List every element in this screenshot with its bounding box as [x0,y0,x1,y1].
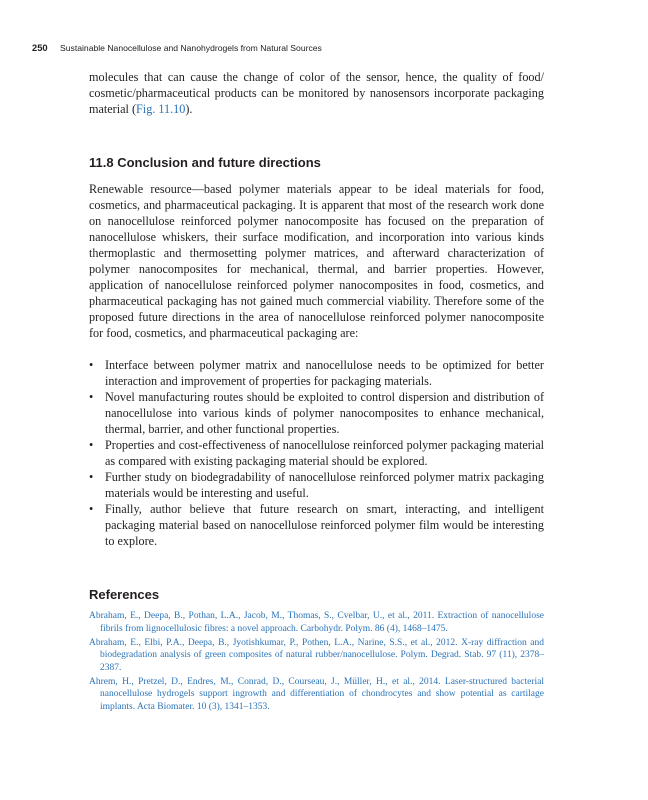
list-item [89,501,544,549]
list-item [89,437,544,469]
list-item-text: Interface between polymer matrix and nanocellulose needs to be optimized for better interaction and improvement of properties for packaging materials. [105,358,544,388]
intro-paragraph: molecules that can cause the change of color of the sensor, hence, the quality of food/ cosmetic/pharmaceutical products can be monitored by nanosensors incorporate packaging material (Fig. 11.10). [89,70,544,116]
references-heading: References [89,587,160,602]
list-item [89,389,544,437]
list-item-text: Novel manufacturing routes should be exploited to control dispersion and distribution of nanocellulose into various kinds of polymer nanocomposites to enhance mechanical, thermal, barrier, and other functional properties. [105,390,544,436]
section-paragraph: Renewable resource—based polymer materials appear to be ideal materials for food, cosmetics, and pharmaceutical packaging. It is apparent that most of the research work done on nanocellulose reinforced polymer nanocomposite has focused on the preparation of nanocellulose whiskers, their surface modification, and incorporation into various kinds thermoplastic and thermosetting polymer matrices, and afterward characterization of polymer nanocomposites for mechanical, thermal, and barrier properties. However, application of nanocellulose reinforced polymer nanocomposites in food, cosmetics, and pharmaceutical packaging has not gained much commercial viability. Therefore some of the proposed future directions in the area of nanocellulose reinforced polymer nanocomposite for food, cosmetics, and pharmaceutical packaging are: [89,182,544,340]
list-item-text: Further study on biodegradability of nanocellulose reinforced polymer matrix packaging materials would be interesting and useful. [105,470,544,500]
bullet-icon: • [89,502,94,516]
future-directions-list [89,357,544,549]
reference-item[interactable]: Ahrem, H., Pretzel, D., Endres, M., Conrad, D., Courseau, J., Müller, H., et al., 2014. Laser-structured bacterial nanocellulose hydrogels support ingrowth and differentiation of chondrocytes and show potential as cartilage implants. Acta Biomater. 10 (3), 1341–1353. [89,676,544,712]
references-list [89,610,544,715]
bullet-icon: • [89,358,94,372]
list-item [89,469,544,501]
page-number: 250 [32,42,48,53]
bullet-icon: • [89,390,94,404]
reference-item[interactable]: Abraham, E., Elbi, P.A., Deepa, B., Jyotishkumar, P., Pothen, L.A., Narine, S.S., et al., 2012. X-ray diffraction and biodegradation analysis of green composites of natural rubber/nanocellulose. Polym. Degrad. Stab. 97 (11), 2378–2387. [89,637,544,673]
bullet-icon: • [89,438,94,452]
list-item-text: Properties and cost-effectiveness of nanocellulose reinforced polymer packaging material as compared with existing packaging material should be explored. [105,438,544,468]
section-heading: 11.8 Conclusion and future directions [89,155,321,170]
list-item [89,357,544,389]
running-header [32,42,322,53]
reference-item[interactable]: Abraham, E., Deepa, B., Pothan, L.A., Jacob, M., Thomas, S., Cvelbar, U., et al., 2011. Extraction of nanocellulose fibrils from lignocellulosic fibres: a novel approach. Carbohydr. Polym. 86 (4), 1468–1475. [89,611,544,634]
figure-link[interactable]: Fig. 11.10 [136,102,186,116]
bullet-icon: • [89,470,94,484]
running-title: Sustainable Nanocellulose and Nanohydrogels from Natural Sources [60,43,322,53]
list-item-text: Finally, author believe that future research on smart, interacting, and intelligent packaging material based on nanocellulose reinforced polymer film would be interesting to explore. [105,502,544,548]
